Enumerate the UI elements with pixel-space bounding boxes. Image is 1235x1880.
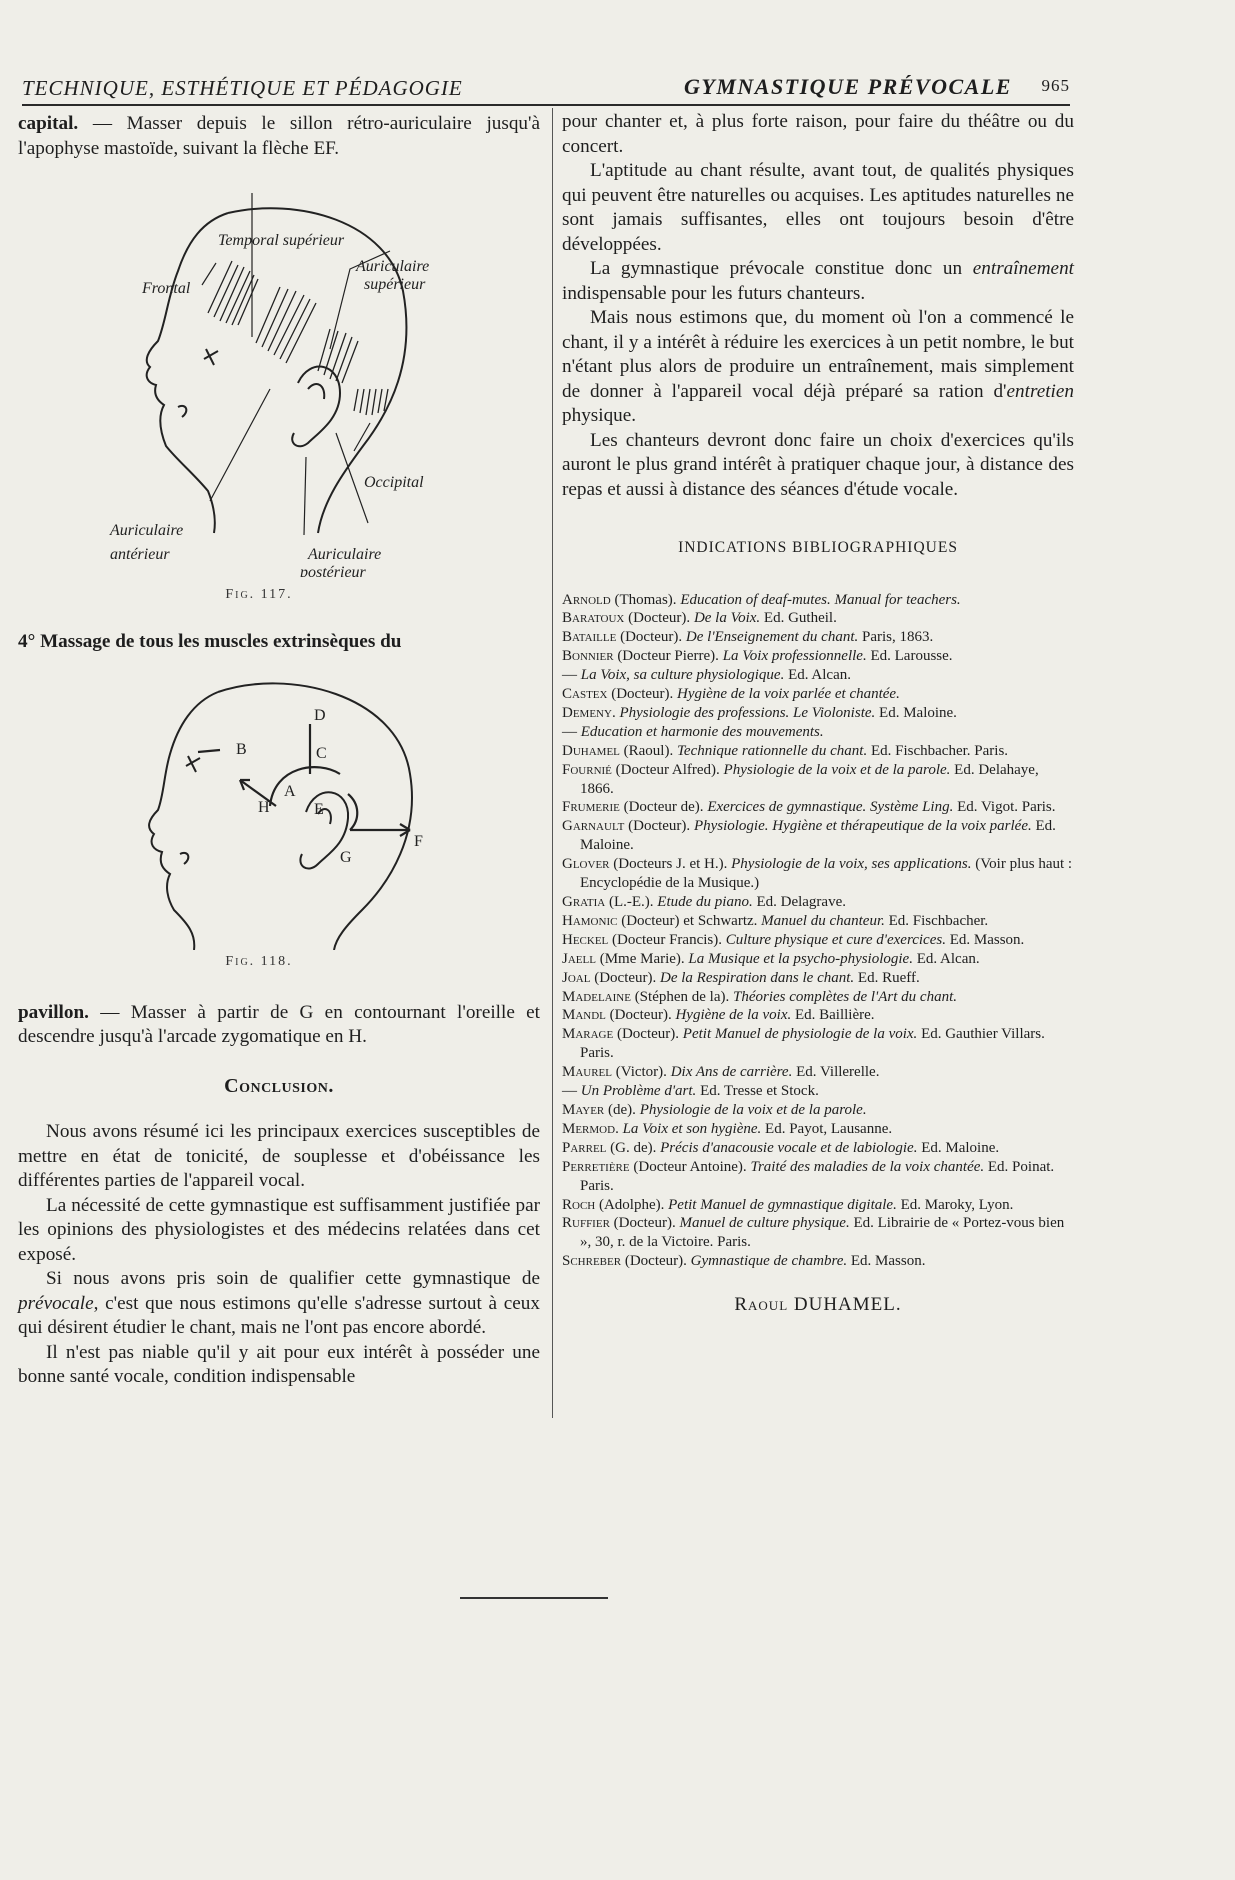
bibliography-rest: Ed. Payot, Lausanne. [761,1120,893,1137]
bibliography-author: Frumerie [562,799,620,816]
bibliography-author: Glover [562,856,610,873]
bibliography-entry [562,685,1074,704]
bibliography-list [562,591,1074,1272]
fig118-drawing [18,654,540,950]
bibliography-entry [562,969,1074,988]
bibliography-entry [562,1196,1074,1215]
bibliography-rest: Ed. Masson. [945,931,1025,948]
right-p2: L'aptitude au chant résulte, avant tout, de qualités physiques qui peuvent être naturelles ou acquises. Les aptitudes naturelles ne sont jamais suffisantes, elles ont toujours besoin d'être développées. [562,160,1074,255]
bibliography-title: Traité des maladies de la voix chantée. [750,1158,985,1175]
bibliography-author: Castex [562,686,608,703]
bibliography-entry [562,1252,1074,1271]
bibliography-title: Précis d'anacousie vocale et de labiologie. [660,1139,918,1156]
bibliography-title: Dix Ans de carrière. [670,1064,793,1081]
bibliography-rest: Ed. Baillière. [791,1007,875,1024]
bibliography-title: Petit Manuel de gymnastique digitale. [668,1196,897,1213]
bibliography-title: Hygiène de la voix parlée et chantée. [677,686,900,703]
bibliography-pre: — [562,723,581,740]
bibliography-pre: (Docteur) et Schwartz. [617,912,762,929]
bibliography-pre: (G. de). [606,1139,661,1156]
bibliography-entry [562,1082,1074,1101]
label-B: B [236,741,247,758]
running-head-left: TECHNIQUE, ESTHÉTIQUE ET PÉDAGOGIE [22,76,463,100]
bibliography-pre: . [611,704,620,721]
bibliography-entry [562,855,1074,893]
column-divider [552,108,553,1418]
pavillon-bold: pavillon. [18,1001,89,1023]
fig118-caption: Fig. 118. [225,954,293,969]
bibliography-pre: (Docteur). [624,818,694,835]
label-auric-sup-2: supérieur [364,276,426,293]
conclusion-p4: Il n'est pas niable qu'il y ait pour eux intérêt à posséder une bonne santé vocale, condition indispensable [18,1341,540,1387]
bibliography-author: Bataille [562,629,617,646]
label-auric-ant-2: antérieur [110,546,170,563]
bibliography-pre: (Docteur). [605,1007,676,1024]
bibliography-pre: (Mme Marie). [595,950,689,967]
bibliography-entry [562,817,1074,855]
conclusion-p3 [18,1267,540,1341]
bibliography-rest: Ed. Tresse et Stock. [696,1083,819,1100]
bibliography-title: De la Respiration dans le chant. [660,969,855,986]
page-number: 965 [1041,76,1070,95]
bibliography-entry [562,761,1074,799]
bibliography-author: Schreber [562,1253,622,1270]
bibliography-pre: (Victor). [612,1064,671,1081]
label-auric-post-1: Auriculaire [308,546,382,563]
bibliography-author: Arnold [562,591,611,608]
bibliography-title: De la Voix. [693,610,761,627]
label-F: F [414,833,423,850]
bibliography-rest: Ed. Maloine. [580,818,1056,854]
bibliography-rest: Ed. Librairie de « Portez-vous bien », 30, r. de la Victoire. Paris. [580,1215,1065,1251]
right-p4-italic: entretien [1006,380,1074,402]
bibliography-rest: Ed. Gauthier Villars. Paris. [580,1026,1045,1062]
bibliography-title: Physiologie de la voix et de la parole. [639,1101,867,1118]
conclusion-heading: Conclusion. [224,1074,334,1097]
conclusion-p3-italic: prévocale [18,1292,94,1314]
bibliography-pre: . [615,1120,623,1137]
bibliography-pre: (Docteur). [613,1026,683,1043]
bibliography-entry [562,628,1074,647]
bibliography-entry [562,893,1074,912]
bibliography-pre: (Docteur Francis). [608,931,726,948]
bottom-rule [460,1597,608,1599]
bibliography-entry [562,1101,1074,1120]
bibliography-heading: INDICATIONS BIBLIOGRAPHIQUES [678,539,958,556]
bibliography-title: Etude du piano. [657,894,753,910]
author-signature: Raoul DUHAMEL. [734,1294,902,1316]
bibliography-title: Physiologie des professions. Le Violoniste. [619,704,876,721]
bibliography-title: Culture physique et cure d'exercices. [725,931,946,948]
right-p1: pour chanter et, à plus forte raison, pour faire du théâtre ou du concert. [562,111,1074,157]
right-p4 [562,306,1074,429]
bibliography-author: Perretière [562,1158,630,1175]
bibliography-title: La Musique et la psycho-physiologie. [688,950,913,967]
bibliography-pre: (Docteur Pierre). [613,648,723,665]
bibliography-rest: Ed. Maloine. [875,704,957,721]
figure-118 [18,654,540,950]
label-A: A [284,783,296,800]
bibliography-title: La Voix professionnelle. [722,648,867,665]
right-column [562,110,1074,1318]
right-p3-b: indispensable pour les futurs chanteurs. [562,282,866,304]
bibliography-entry [562,988,1074,1007]
bibliography-pre: — [562,1083,581,1100]
bibliography-title: La Voix et son hygiène. [622,1120,762,1137]
running-head [22,74,1070,106]
bibliography-pre: (Thomas). [610,591,681,608]
bibliography-rest: Ed. Maroky, Lyon. [896,1196,1014,1213]
bibliography-pre: (Stéphen de la). [630,988,733,1005]
bibliography-author: Maurel [562,1064,613,1081]
conclusion-p1: Nous avons résumé ici les principaux exercices susceptibles de mettre en état de tonicité, de souplesse et d'obéissance les différentes parties de l'appareil vocal. [18,1121,540,1191]
bibliography-pre: (Docteurs J. et H.). [609,856,732,873]
bibliography-rest: Ed. Alcan. [912,950,980,967]
bibliography-rest: Ed. Gutheil. [760,610,837,627]
bibliography-pre: (Docteur). [609,1215,680,1232]
bibliography-title: Un Problème d'art. [580,1083,697,1100]
bibliography-pre: — [562,667,581,684]
bibliography-rest: Ed. Alcan. [784,667,851,684]
bibliography-pre: (Docteur). [616,629,686,646]
right-p3-italic: entraînement [972,258,1074,279]
conclusion-p2: La nécessité de cette gymnastique est suffisamment justifiée par les opinions des physiologistes et des médecins relatées dans cet exposé. [18,1194,540,1265]
bibliography-entry [562,704,1074,723]
bibliography-entry [562,1120,1074,1139]
bibliography-author: Marage [562,1026,614,1043]
bibliography-pre: (Docteur). [621,1253,691,1270]
bibliography-author: Ruffier [562,1215,610,1232]
bibliography-author: Roch [562,1196,596,1213]
bibliography-title: Hygiène de la voix. [675,1007,792,1024]
capital-text: — Masser depuis le sillon rétro-auriculaire jusqu'à l'apophyse mastoïde, suivant la flèche EF. [18,113,540,159]
label-E: E [314,801,324,818]
bibliography-rest: Ed. Rueff. [854,969,920,986]
bibliography-rest: Ed. Maloine. [917,1139,1000,1156]
bibliography-pre: (Adolphe). [595,1196,669,1213]
fig117-caption: Fig. 117. [225,587,293,602]
bibliography-author: Demeny [562,704,612,721]
pavillon-text: — Masser à partir de G en contournant l'oreille et descendre jusqu'à l'arcade zygomatique en H. [18,1001,540,1047]
bibliography-author: Madelaine [562,988,631,1005]
bibliography-entry [562,1214,1074,1252]
bibliography-pre: (Docteur). [624,610,694,627]
bibliography-rest: (Voir plus haut : Encyclopédie de la Musique.) [580,856,1073,892]
bibliography-rest: Ed. Poinat. Paris. [580,1158,1055,1194]
bibliography-entry [562,742,1074,761]
bibliography-entry [562,931,1074,950]
bibliography-author: Gratia [562,894,606,910]
left-column [18,112,540,1390]
conclusion-p3-b: , c'est que nous estimons qu'elle s'adresse surtout à ceux qui désirent étudier le chant, mais ne l'ont pas encore abordé. [18,1292,540,1338]
bibliography-title: Manuel du chanteur. [761,912,885,929]
bibliography-title: Petit Manuel de physiologie de la voix. [682,1026,918,1043]
bibliography-entry [562,591,1074,610]
pavillon-paragraph [18,1001,540,1050]
bibliography-rest: Ed. Masson. [847,1253,926,1270]
label-frontal: Frontal [142,280,191,297]
bibliography-title: Physiologie de la voix, ses applications. [731,856,972,873]
label-occipital: Occipital [364,474,424,491]
label-temporal: Temporal supérieur [218,232,345,249]
bibliography-author: Duhamel [562,742,620,759]
bibliography-pre: (Docteur). [590,969,661,986]
capital-paragraph [18,112,540,161]
bibliography-rest: Ed. Fischbacher. [884,912,989,929]
label-auric-ant-1: Auriculaire [110,522,184,539]
bibliography-entry [562,1063,1074,1082]
bibliography-author: Bonnier [562,648,614,665]
bibliography-title: Gymnastique de chambre. [690,1253,848,1270]
bibliography-entry [562,1139,1074,1158]
label-C: C [316,745,327,762]
bibliography-rest: Ed. Villerelle. [792,1064,880,1081]
right-p5: Les chanteurs devront donc faire un choix d'exercices qu'ils auront le plus grand intérêt à pratiquer chaque jour, à distance des repas et aussi à distance des séances d'étude vocale. [562,429,1074,500]
massage-heading: 4° Massage de tous les muscles extrinsèques du [18,630,402,652]
bibliography-title: Technique rationnelle du chant. [676,742,868,759]
running-head-right: GYMNASTIQUE PRÉVOCALE [684,74,1012,99]
bibliography-title: Théories complètes de l'Art du chant. [733,988,958,1005]
conclusion-p3-a: Si nous avons pris soin de qualifier cette gymnastique de [46,1268,540,1289]
bibliography-title: Physiologie. Hygiène et thérapeutique de la voix parlée. [693,818,1032,835]
bibliography-pre: (Docteur Alfred). [611,761,724,778]
bibliography-author: Parrel [562,1139,607,1156]
bibliography-entry [562,1158,1074,1196]
fig117-drawing [18,161,540,577]
bibliography-entry [562,647,1074,666]
bibliography-author: Heckel [562,931,609,948]
label-G: G [340,849,352,866]
bibliography-author: Jaell [562,950,596,967]
bibliography-entry [562,1006,1074,1025]
bibliography-title: La Voix, sa culture physiologique. [580,667,785,684]
label-auric-sup-1: Auriculaire [356,258,430,275]
bibliography-rest: Paris, 1863. [858,629,934,646]
capital-bold: capital. [18,113,79,134]
bibliography-title: Physiologie de la voix et de la parole. [723,761,951,778]
right-p3-a: La gymnastique prévocale constitue donc un [590,258,973,279]
bibliography-pre: (Docteur). [607,686,678,703]
bibliography-author: Mayer [562,1101,605,1118]
bibliography-title: Manuel de culture physique. [679,1215,850,1232]
bibliography-author: Hamonic [562,912,618,929]
bibliography-rest: Ed. Fischbacher. Paris. [867,742,1009,759]
bibliography-rest: Ed. Delagrave. [752,894,846,910]
bibliography-rest: Ed. Larousse. [866,648,953,665]
bibliography-entry [562,666,1074,685]
right-p3 [562,257,1074,306]
figure-117 [18,161,540,577]
bibliography-author: Mermod [562,1120,616,1137]
bibliography-pre: (de). [604,1101,640,1118]
bibliography-pre: (L.-E.). [605,894,658,910]
bibliography-author: Mandl [562,1007,606,1024]
bibliography-entry [562,609,1074,628]
bibliography-author: Joal [562,969,591,986]
bibliography-rest: Ed. Vigot. Paris. [953,799,1056,816]
right-p4-a: Mais nous estimons que, du moment où l'on a commencé le chant, il y a intérêt à réduire les exercices à un petit nombre, le but n'étant plus alors de produire un entraînement, mais simplement de donner à l'appareil vocal déjà préparé sa ration d' [562,307,1074,402]
label-D: D [314,707,326,724]
bibliography-pre: (Raoul). [619,742,677,759]
bibliography-author: Baratoux [562,610,625,627]
label-auric-post-2: postérieur [300,564,366,577]
bibliography-author: Garnault [562,818,625,835]
bibliography-title: Education of deaf-mutes. Manual for teachers. [680,591,961,608]
bibliography-pre: (Docteur de). [619,799,708,816]
right-p4-b: physique. [562,405,637,426]
bibliography-rest: Ed. Delahaye, 1866. [580,761,1039,797]
bibliography-title: Exercices de gymnastique. Système Ling. [707,799,954,816]
bibliography-entry [562,723,1074,742]
bibliography-author: Fournié [562,761,612,778]
bibliography-entry [562,1025,1074,1063]
label-H: H [258,799,270,816]
bibliography-pre: (Docteur Antoine). [629,1158,751,1175]
bibliography-entry [562,912,1074,931]
bibliography-entry [562,798,1074,817]
bibliography-title: Education et harmonie des mouvements. [580,723,824,740]
bibliography-entry [562,950,1074,969]
bibliography-title: De l'Enseignement du chant. [685,629,859,646]
